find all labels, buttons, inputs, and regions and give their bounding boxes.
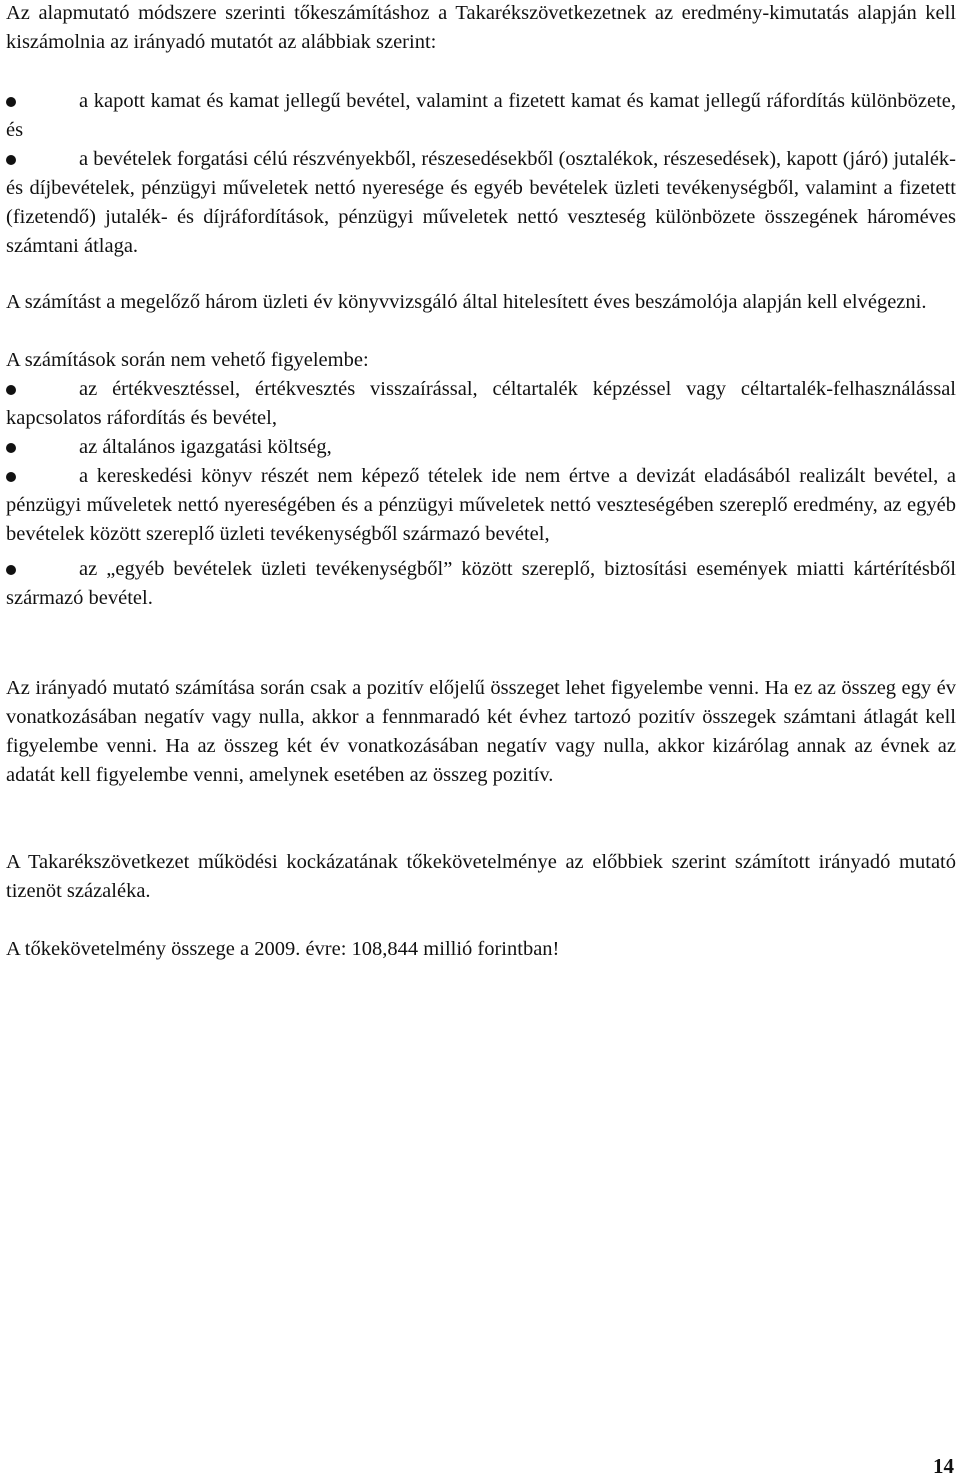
- positive-amount-paragraph: Az irányadó mutató számítása során csak a pozitív előjelű összeget lehet figyelembe venni. Ha ez az összeg egy év vonatkozásában negatív vagy nulla, akkor a fennmaradó két évhez tartozó pozitív összegek számtani átlagát kell figyelembe venni. Ha az összeg két év vonatkozásában negatív vagy nulla, akkor kizárólag annak az évnek az adatát kell figyelembe venni, amelynek esetében az összeg pozitív.: [6, 677, 956, 786]
- indicator-components-list: [6, 87, 956, 261]
- list-item: az általános igazgatási költség,: [6, 433, 956, 462]
- page-number: 14: [933, 1454, 954, 1478]
- list-item: a kereskedési könyv részét nem képező tételek ide nem értve a devizát eladásából realizált bevétel, a pénzügyi műveletek nettó nyereségében és a pénzügyi műveletek nettó veszteségében szereplő eredmény, az egyéb bevételek között szereplő üzleti tevékenységből származó bevétel,: [6, 465, 956, 545]
- list-item: a bevételek forgatási célú részvényekből, részesedésekből (osztalékok, részesedések), kapott (járó) jutalék- és díjbevételek, pénzügyi műveletek nettó nyeresége és egyéb bevételek üzleti tevékenységből, valamint a fizetett (fizetendő) jutalék- és díjráfordítások, pénzügyi műveletek nettó veszteség különbözete összegének hároméves számtani átlaga.: [6, 148, 956, 257]
- list-item: az „egyéb bevételek üzleti tevékenységből” között szereplő, biztosítási események miatti kártérítésből származó bevétel.: [6, 558, 956, 609]
- list-item: az értékvesztéssel, értékvesztés visszaírással, céltartalék képzéssel vagy céltartalék-felhasználással kapcsolatos ráfordítás és bevétel,: [6, 378, 956, 429]
- intro-paragraph: Az alapmutató módszere szerinti tőkeszámításhoz a Takarékszövetkezetnek az eredmény-kimutatás alapján kell kiszámolnia az irányadó mutatót az alábbiak szerint:: [6, 2, 956, 53]
- bullet-icon: [6, 385, 16, 395]
- bullet-icon: [6, 155, 16, 165]
- exclusion-list: [6, 375, 956, 613]
- bullet-icon: [6, 443, 16, 453]
- exclusion-heading: A számítások során nem vehető figyelembe:: [6, 349, 369, 371]
- bullet-icon: [6, 97, 16, 107]
- capital-requirement-paragraph: A tőkekövetelmény összege a 2009. évre: 108,844 millió forintban!: [6, 938, 560, 960]
- bullet-icon: [6, 565, 16, 575]
- bullet-icon: [6, 472, 16, 482]
- audit-paragraph: A számítást a megelőző három üzleti év könyvvizsgáló által hitelesített éves beszámolója alapján kell elvégezni.: [6, 291, 927, 313]
- risk-paragraph: A Takarékszövetkezet működési kockázatának tőkekövetelménye az előbbiek szerint számított irányadó mutató tizenöt százaléka.: [6, 851, 956, 902]
- list-item: a kapott kamat és kamat jellegű bevétel, valamint a fizetett kamat és kamat jellegű ráfordítás különbözete, és: [6, 90, 956, 141]
